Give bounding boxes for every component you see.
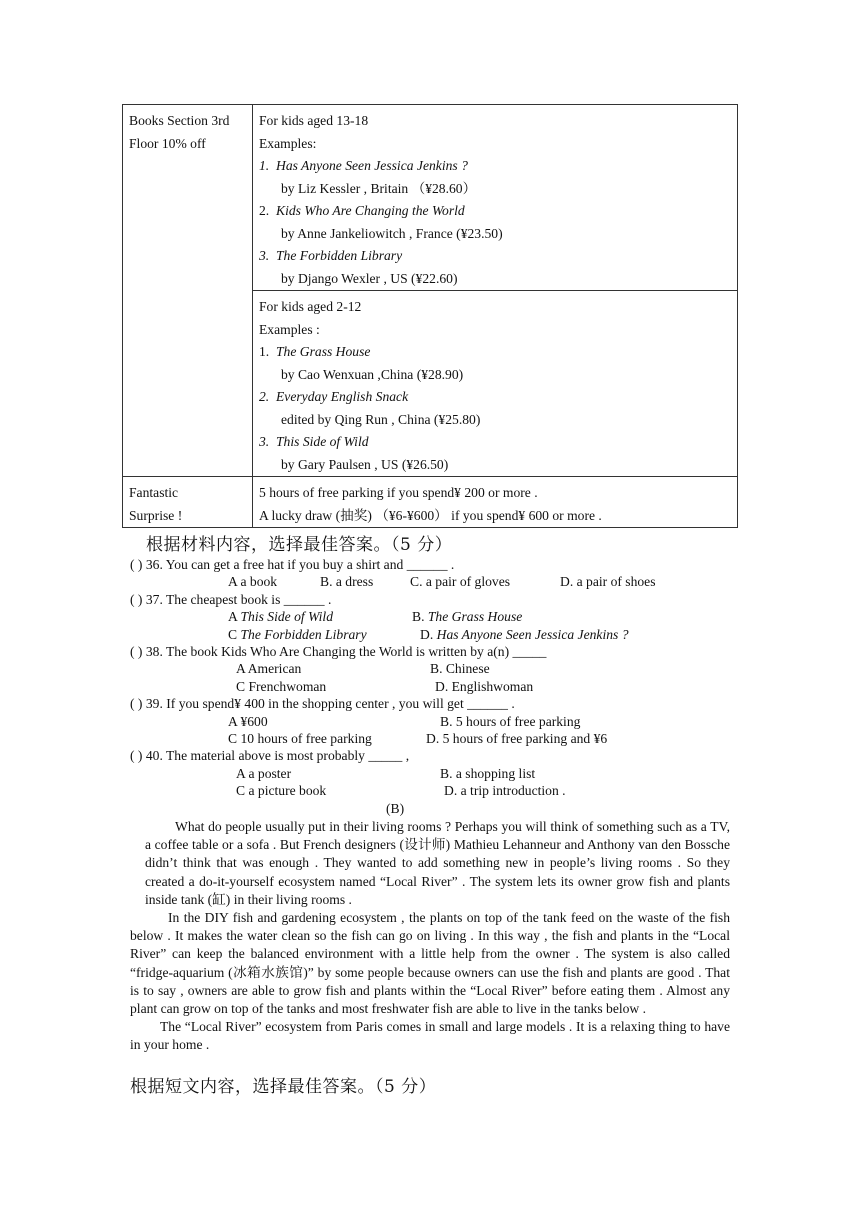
question-options xyxy=(130,678,750,695)
questions-block xyxy=(130,556,750,799)
question-options xyxy=(130,765,750,782)
option: D. a pair of shoes xyxy=(560,574,656,590)
option: C 10 hours of free parking xyxy=(228,730,372,746)
book-author: by Liz Kessler , Britain （¥28.60） xyxy=(281,180,477,196)
option: D. Has Anyone Seen Jessica Jenkins ? xyxy=(420,626,629,642)
book-author: by Gary Paulsen , US (¥26.50) xyxy=(281,456,449,472)
option: A a book xyxy=(228,574,278,590)
question-options xyxy=(130,713,750,730)
section-b-heading: 根据短文内容，选择最佳答案。（5 分） xyxy=(130,1077,437,1097)
question-stem: ( ) 37. The cheapest book is ______ . xyxy=(130,591,332,607)
book-title: 2. Kids Who Are Changing the World xyxy=(259,203,465,218)
option: A ¥600 xyxy=(228,713,268,729)
option: C The Forbidden Library xyxy=(228,626,367,642)
passage-paragraph: What do people usually put in their living rooms ? Perhaps you will think of something such as a TV, a coffee table or a sofa . But French designers (设计师) Mathieu Lehanneur and Anthony van den Bossche didn’t think that was enough . They wanted to add something new in people’s living rooms . So they created a do-it-yourself ecosystem named “Local River” . The system lets its owner grow fish and plants inside tank (缸) in their living rooms . xyxy=(145,819,730,907)
question-options xyxy=(130,660,750,677)
option: B. The Grass House xyxy=(412,609,523,625)
option: D. Englishwoman xyxy=(435,678,534,694)
question-stem: ( ) 39. If you spend¥ 400 in the shopping center , you will get ______ . xyxy=(130,696,515,712)
option: C. a pair of gloves xyxy=(410,574,511,590)
option: C Frenchwoman xyxy=(236,678,327,694)
reading-passage xyxy=(130,818,730,1055)
option: A a poster xyxy=(236,765,292,781)
table-row xyxy=(123,105,738,291)
option: A This Side of Wild xyxy=(228,609,334,625)
option: B. 5 hours of free parking xyxy=(440,713,581,729)
question-stem: ( ) 40. The material above is most probably _____ , xyxy=(130,748,410,764)
book-title: 3. This Side of Wild xyxy=(259,434,369,449)
option: B. Chinese xyxy=(430,661,490,677)
question-stem: ( ) 38. The book Kids Who Are Changing the World is written by a(n) _____ xyxy=(130,643,547,659)
question-options xyxy=(130,626,750,643)
book-author: by Cao Wenxuan ,China (¥28.90) xyxy=(281,366,464,382)
kids-books-cell xyxy=(253,291,738,477)
passage-paragraph: In the DIY fish and gardening ecosystem , the plants on top of the tank feed on the waste of the fish below . It makes the water clean so the fish can go on living . In this way , the fish and plants in the “Local River” can keep the balanced environment with a little help from the owner . The system is also called “fridge-aquarium (冰箱水族馆)” by some people because owners can use the fish and plants are good . That is to say , owners are able to grow fish and plants within the “Local River” before eating them . Almost any plant can grow on top of the tanks and most freshwater fish are able to live in the tanks below . xyxy=(130,910,730,1017)
surprise-details-cell xyxy=(253,477,738,528)
examples-label: Examples: xyxy=(259,135,317,151)
book-author: edited by Qing Run , China (¥25.80) xyxy=(281,411,481,427)
teen-books-cell xyxy=(253,105,738,291)
book-author: by Anne Jankeliowitch , France (¥23.50) xyxy=(281,225,503,241)
books-section-cell: Books Section 3rd Floor 10% off xyxy=(123,105,253,477)
option: D. 5 hours of free parking and ¥6 xyxy=(426,730,608,746)
question-options xyxy=(130,608,750,625)
book-title: 3. The Forbidden Library xyxy=(259,248,403,263)
option: B. a dress xyxy=(320,574,374,590)
examples-label: Examples : xyxy=(259,321,320,337)
passage-paragraph: The “Local River” ecosystem from Paris comes in small and large models . It is a relaxing thing to have in your home . xyxy=(130,1019,730,1053)
store-info-table xyxy=(122,104,738,528)
book-title: 1. The Grass House xyxy=(259,344,371,359)
question-options xyxy=(130,573,750,590)
parking-offer: 5 hours of free parking if you spend¥ 200 or more . xyxy=(259,485,538,500)
question-stem: ( ) 36. You can get a free hat if you buy a shirt and ______ . xyxy=(130,557,455,572)
option: D. a trip introduction . xyxy=(444,783,566,799)
option: A American xyxy=(236,661,302,677)
option: B. a shopping list xyxy=(440,765,536,781)
section-a-heading: 根据材料内容，选择最佳答案。（5 分） xyxy=(146,535,453,555)
book-author: by Django Wexler , US (¥22.60) xyxy=(281,270,458,286)
group-heading: For kids aged 13-18 xyxy=(259,113,369,128)
lucky-draw-offer: A lucky draw (抽奖) （¥6-¥600） if you spend¥ 600 or more . xyxy=(259,507,602,523)
question-options xyxy=(130,730,750,747)
book-title: 1. Has Anyone Seen Jessica Jenkins ? xyxy=(259,158,468,173)
question-options xyxy=(130,782,750,799)
surprise-cell xyxy=(123,477,253,528)
option: C a picture book xyxy=(236,783,327,799)
group-heading: For kids aged 2-12 xyxy=(259,299,362,314)
table-row xyxy=(123,477,738,528)
book-title: 2. Everyday English Snack xyxy=(259,389,409,404)
surprise-label-2: Surprise ! xyxy=(129,507,183,523)
passage-label: (B) xyxy=(386,801,405,816)
surprise-label-1: Fantastic xyxy=(129,485,179,500)
